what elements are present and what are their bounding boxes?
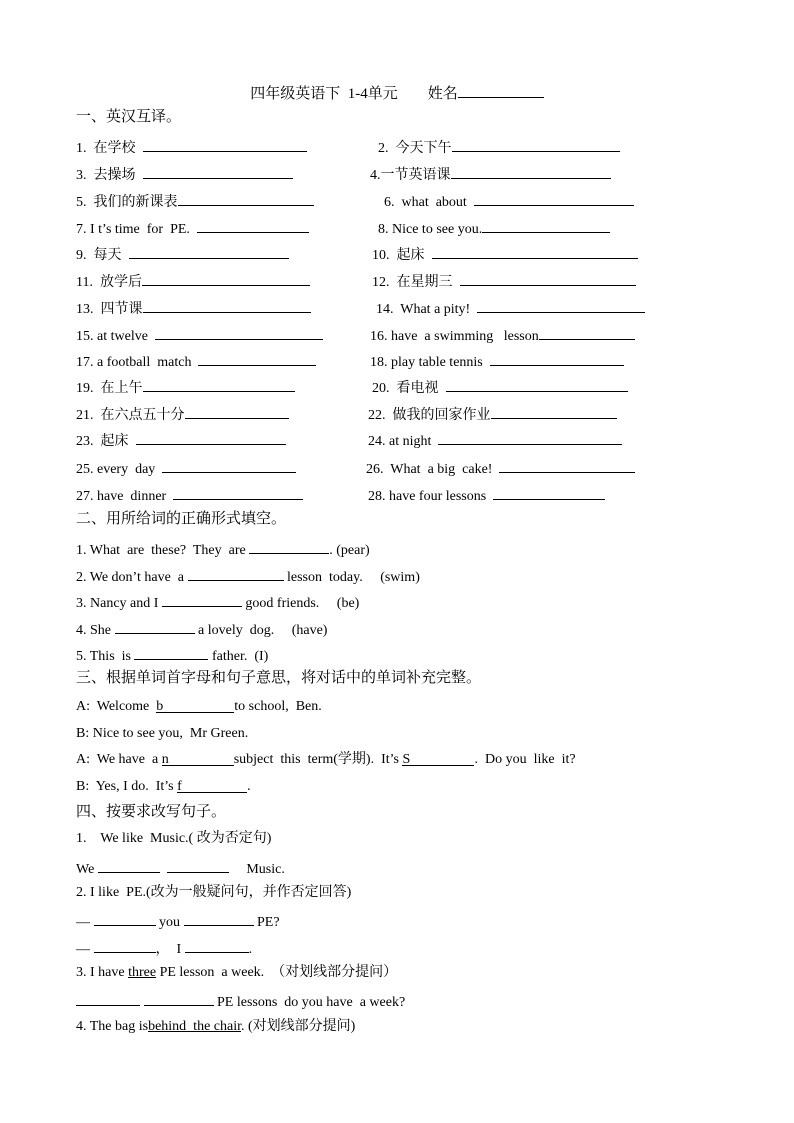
answer-blank[interactable]	[167, 858, 229, 873]
name-label: 姓名	[427, 86, 458, 102]
item-26: 26. What a big cake!	[366, 458, 635, 479]
answer-blank[interactable]	[482, 218, 610, 233]
rewrite-q1: 1. We like Music.( 改为否定句)	[76, 831, 272, 846]
item-22: 22. 做我的回家作业	[368, 404, 617, 425]
answer-blank[interactable]	[173, 485, 303, 500]
answer-blank[interactable]: S	[402, 751, 474, 766]
answer-blank[interactable]: f	[177, 778, 247, 793]
answer-blank[interactable]	[539, 325, 635, 340]
fill-item-3: 3. Nancy and I good friends. (be)	[76, 592, 359, 613]
rewrite-q2-answer-b: — ， I .	[76, 938, 252, 959]
item-10: 10. 起床	[372, 244, 638, 265]
item-18: 18. play table tennis	[370, 351, 624, 372]
item-21: 21. 在六点五十分	[76, 404, 289, 425]
underlined-word: three	[128, 965, 157, 980]
answer-blank[interactable]	[188, 566, 284, 581]
answer-blank[interactable]	[490, 351, 624, 366]
rewrite-q2: 2. I like PE.(改为一般疑问句，并作否定回答)	[76, 885, 352, 900]
answer-blank[interactable]	[178, 191, 314, 206]
fill-item-4: 4. She a lovely dog. (have)	[76, 619, 327, 640]
item-6: 6. what about	[384, 191, 634, 212]
answer-blank[interactable]	[460, 271, 636, 286]
answer-blank[interactable]	[162, 592, 242, 607]
answer-blank[interactable]	[477, 298, 645, 313]
dialog-line-1: A: Welcome b to school, Ben.	[76, 699, 322, 714]
item-15: 15. at twelve	[76, 325, 323, 346]
answer-blank[interactable]	[446, 377, 628, 392]
answer-blank[interactable]	[197, 218, 309, 233]
answer-blank[interactable]	[94, 938, 156, 953]
answer-blank[interactable]	[155, 325, 323, 340]
item-1: 1. 在学校	[76, 137, 307, 158]
section2-heading: 二、用所给词的正确形式填空。	[76, 511, 287, 527]
underlined-phrase: behind the chair	[148, 1019, 241, 1034]
name-blank[interactable]	[458, 83, 544, 98]
item-3: 3. 去操场	[76, 164, 293, 185]
section4-heading: 四、按要求改写句子。	[76, 804, 227, 820]
rewrite-q3-answer: PE lessons do you have a week?	[76, 991, 405, 1012]
dialog-line-3: A: We have a n subject this term(学期). It’s S . Do you like it?	[76, 752, 576, 767]
answer-blank[interactable]	[142, 271, 310, 286]
answer-blank[interactable]	[144, 991, 214, 1006]
section1-heading: 一、英汉互译。	[76, 109, 182, 125]
answer-blank[interactable]	[184, 911, 254, 926]
item-2: 2. 今天下午	[378, 137, 620, 158]
answer-blank[interactable]	[143, 164, 293, 179]
fill-item-1: 1. What are these? They are . (pear)	[76, 539, 370, 560]
answer-blank[interactable]: b	[156, 698, 234, 713]
rewrite-q3: 3. I have three PE lesson a week. （对划线部分提问）	[76, 965, 398, 980]
item-14: 14. What a pity!	[376, 298, 645, 319]
section3-heading: 三、根据单词首字母和句子意思，将对话中的单词补充完整。	[76, 670, 482, 686]
answer-blank[interactable]	[474, 191, 634, 206]
item-9: 9. 每天	[76, 244, 289, 265]
item-12: 12. 在星期三	[372, 271, 636, 292]
item-4: 4.一节英语课	[370, 164, 611, 185]
answer-blank[interactable]	[162, 458, 296, 473]
answer-blank[interactable]	[438, 430, 622, 445]
rewrite-q2-answer-a: — you PE?	[76, 911, 280, 932]
dialog-line-4: B: Yes, I do. It’s f .	[76, 779, 251, 794]
answer-blank[interactable]	[94, 911, 156, 926]
answer-blank[interactable]	[249, 539, 329, 554]
answer-blank[interactable]	[452, 137, 620, 152]
rewrite-q1-answer: We Music.	[76, 858, 285, 879]
item-20: 20. 看电视	[372, 377, 628, 398]
answer-blank[interactable]	[129, 244, 289, 259]
worksheet-title	[0, 82, 794, 103]
rewrite-q4: 4. The bag isbehind the chair. (对划线部分提问)	[76, 1019, 356, 1034]
item-13: 13. 四节课	[76, 298, 311, 319]
item-27: 27. have dinner	[76, 485, 303, 506]
item-16: 16. have a swimming lesson	[370, 325, 635, 346]
fill-item-5: 5. This is father. (I)	[76, 645, 268, 666]
title-text: 四年级英语下 1-4单元	[250, 86, 398, 102]
answer-blank[interactable]	[98, 858, 160, 873]
item-7: 7. I t’s time for PE.	[76, 218, 309, 239]
dialog-line-2: B: Nice to see you, Mr Green.	[76, 726, 249, 741]
answer-blank[interactable]	[491, 404, 617, 419]
answer-blank[interactable]	[198, 351, 316, 366]
answer-blank[interactable]	[143, 137, 307, 152]
item-5: 5. 我们的新课表	[76, 191, 314, 212]
item-25: 25. every day	[76, 458, 296, 479]
answer-blank[interactable]	[493, 485, 605, 500]
answer-blank[interactable]	[134, 645, 208, 660]
item-24: 24. at night	[368, 430, 622, 451]
answer-blank[interactable]	[432, 244, 638, 259]
answer-blank[interactable]	[185, 404, 289, 419]
item-19: 19. 在上午	[76, 377, 295, 398]
answer-blank[interactable]	[143, 298, 311, 313]
answer-blank[interactable]	[76, 991, 140, 1006]
answer-blank[interactable]	[136, 430, 286, 445]
answer-blank[interactable]: n	[162, 751, 234, 766]
item-8: 8. Nice to see you.	[378, 218, 610, 239]
answer-blank[interactable]	[451, 164, 611, 179]
answer-blank[interactable]	[499, 458, 635, 473]
item-17: 17. a football match	[76, 351, 316, 372]
item-11: 11. 放学后	[76, 271, 310, 292]
answer-blank[interactable]	[115, 619, 195, 634]
answer-blank[interactable]	[143, 377, 295, 392]
fill-item-2: 2. We don’t have a lesson today. (swim)	[76, 566, 420, 587]
answer-blank[interactable]	[185, 938, 249, 953]
item-23: 23. 起床	[76, 430, 286, 451]
item-28: 28. have four lessons	[368, 485, 605, 506]
